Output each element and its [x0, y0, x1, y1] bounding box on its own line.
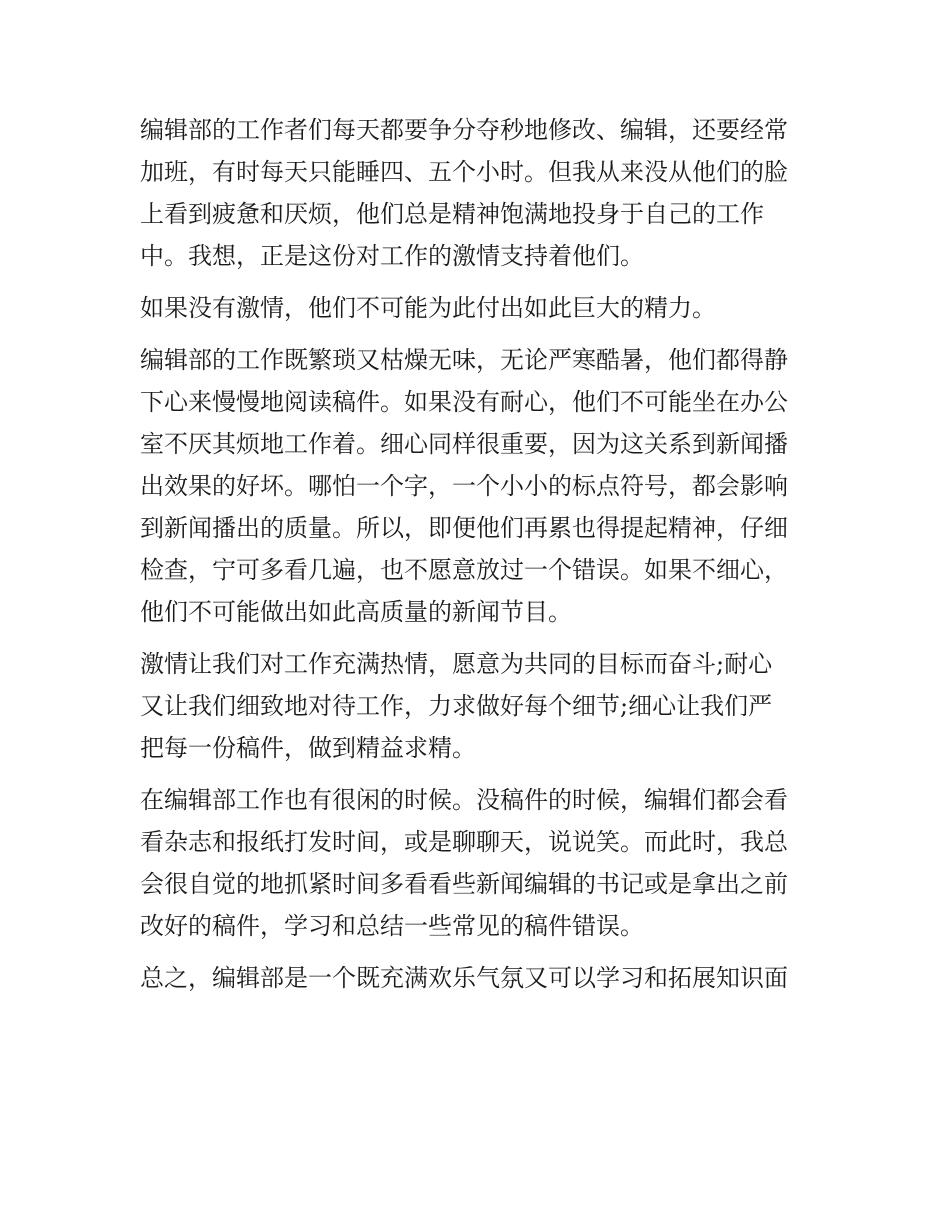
- text-line: 又让我们细致地对待工作，力求做好每个细节;细心让我们严: [140, 692, 773, 720]
- text-line: 室不厌其烦地工作着。细心同样很重要，因为这关系到新闻播: [140, 430, 788, 458]
- text-line: 改好的稿件，学习和总结一些常见的稿件错误。: [140, 912, 644, 940]
- text-line: 加班，有时每天只能睡四、五个小时。但我从来没从他们的脸: [140, 158, 788, 186]
- text-line: 到新闻播出的质量。所以，即便他们再累也得提起精神，仔细: [140, 514, 788, 542]
- text-line: 检查，宁可多看几遍，也不愿意放过一个错误。如果不细心，: [140, 556, 788, 584]
- text-line: 编辑部的工作者们每天都要争分夺秒地修改、编辑，还要经常: [140, 116, 788, 144]
- document-body: [140, 109, 830, 1009]
- text-line: 看杂志和报纸打发时间，或是聊聊天，说说笑。而此时，我总: [140, 828, 788, 856]
- paragraph-2: [140, 287, 830, 329]
- paragraph-6: [140, 957, 830, 999]
- text-line: 编辑部的工作既繁琐又枯燥无味，无论严寒酷暑，他们都得静: [140, 346, 788, 374]
- text-line: 下心来慢慢地阅读稿件。如果没有耐心，他们不可能坐在办公: [140, 388, 788, 416]
- paragraph-4: [140, 643, 830, 769]
- text-line: 如果没有激情，他们不可能为此付出如此巨大的精力。: [140, 294, 716, 322]
- text-line: 中。我想，正是这份对工作的激情支持着他们。: [140, 242, 644, 270]
- paragraph-3: [140, 339, 830, 633]
- text-line: 把每一份稿件，做到精益求精。: [140, 734, 476, 762]
- text-line: 出效果的好坏。哪怕一个字，一个小小的标点符号，都会影响: [140, 472, 788, 500]
- text-line: 在编辑部工作也有很闲的时候。没稿件的时候，编辑们都会看: [140, 786, 788, 814]
- text-line: 上看到疲惫和厌烦，他们总是精神饱满地投身于自己的工作: [140, 200, 764, 228]
- text-line: 激情让我们对工作充满热情，愿意为共同的目标而奋斗;耐心: [140, 650, 773, 678]
- paragraph-1: [140, 109, 830, 277]
- text-line: 会很自觉的地抓紧时间多看看些新闻编辑的书记或是拿出之前: [140, 870, 788, 898]
- text-line: 总之，编辑部是一个既充满欢乐气氛又可以学习和拓展知识面: [140, 964, 788, 992]
- text-line: 他们不可能做出如此高质量的新闻节目。: [140, 598, 572, 626]
- paragraph-5: [140, 779, 830, 947]
